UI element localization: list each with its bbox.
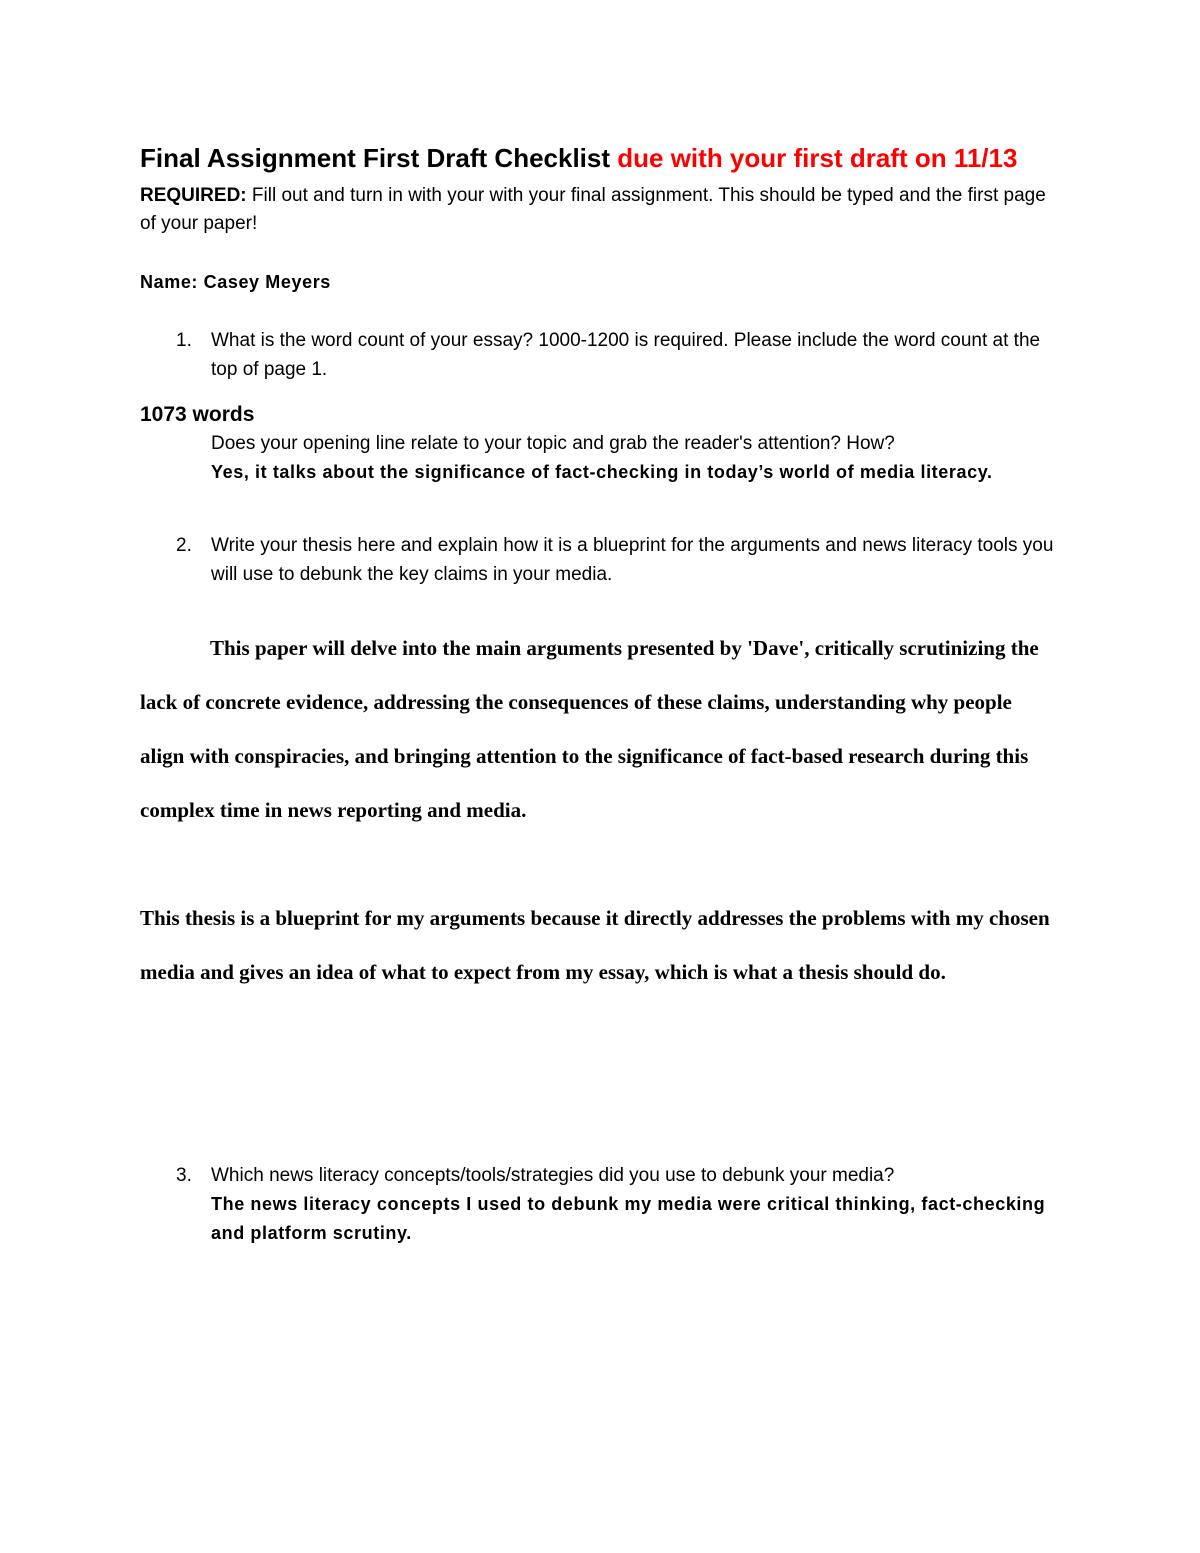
student-name: Name: Casey Meyers	[140, 272, 331, 292]
opening-line-answer: Yes, it talks about the significance of fact-checking in today’s world of media literacy.	[211, 462, 993, 482]
question-2-text: Write your thesis here and explain how it is a blueprint for the arguments and news literacy tools you will use to debunk the key claims in your media.	[211, 535, 1054, 585]
document-title	[140, 140, 1060, 176]
title-due-date: due with your first draft on 11/13	[617, 143, 1018, 173]
question-3-text: Which news literacy concepts/tools/strategies did you use to debunk your media?	[211, 1165, 895, 1186]
question-1-number: 1.	[176, 330, 192, 351]
required-label: REQUIRED:	[140, 185, 247, 206]
required-instructions	[140, 182, 1060, 238]
blueprint-explanation: This thesis is a blueprint for my arguments because it directly addresses the problems with my chosen media and gives an idea of what to expect from my essay, which is what a thesis should do.	[140, 906, 1050, 984]
question-2-number: 2.	[176, 535, 192, 556]
question-3-answer: The news literacy concepts I used to debunk my media were critical thinking, fact-checking and platform scrutiny.	[211, 1194, 1046, 1243]
word-count-answer: 1073 words	[140, 403, 255, 426]
question-3-number: 3.	[176, 1165, 192, 1186]
document-page	[140, 140, 1060, 1248]
title-main: Final Assignment First Draft Checklist	[140, 143, 611, 173]
question-2	[140, 531, 1060, 589]
required-text: Fill out and turn in with your with your final assignment. This should be typed and the first page of your paper!	[140, 185, 1046, 234]
question-3	[140, 1161, 1060, 1190]
question-1	[140, 326, 1060, 384]
thesis-statement: This paper will delve into the main arguments presented by 'Dave', critically scrutinizing the lack of concrete evidence, addressing the consequences of these claims, understanding why people align with conspiracies, and bringing attention to the significance of fact-based research during this complex time in news reporting and media.	[140, 636, 1039, 822]
opening-line-question: Does your opening line relate to your topic and grab the reader's attention? How?	[211, 433, 895, 454]
question-1-text: What is the word count of your essay? 1000-1200 is required. Please include the word count at the top of page 1.	[211, 330, 1041, 380]
